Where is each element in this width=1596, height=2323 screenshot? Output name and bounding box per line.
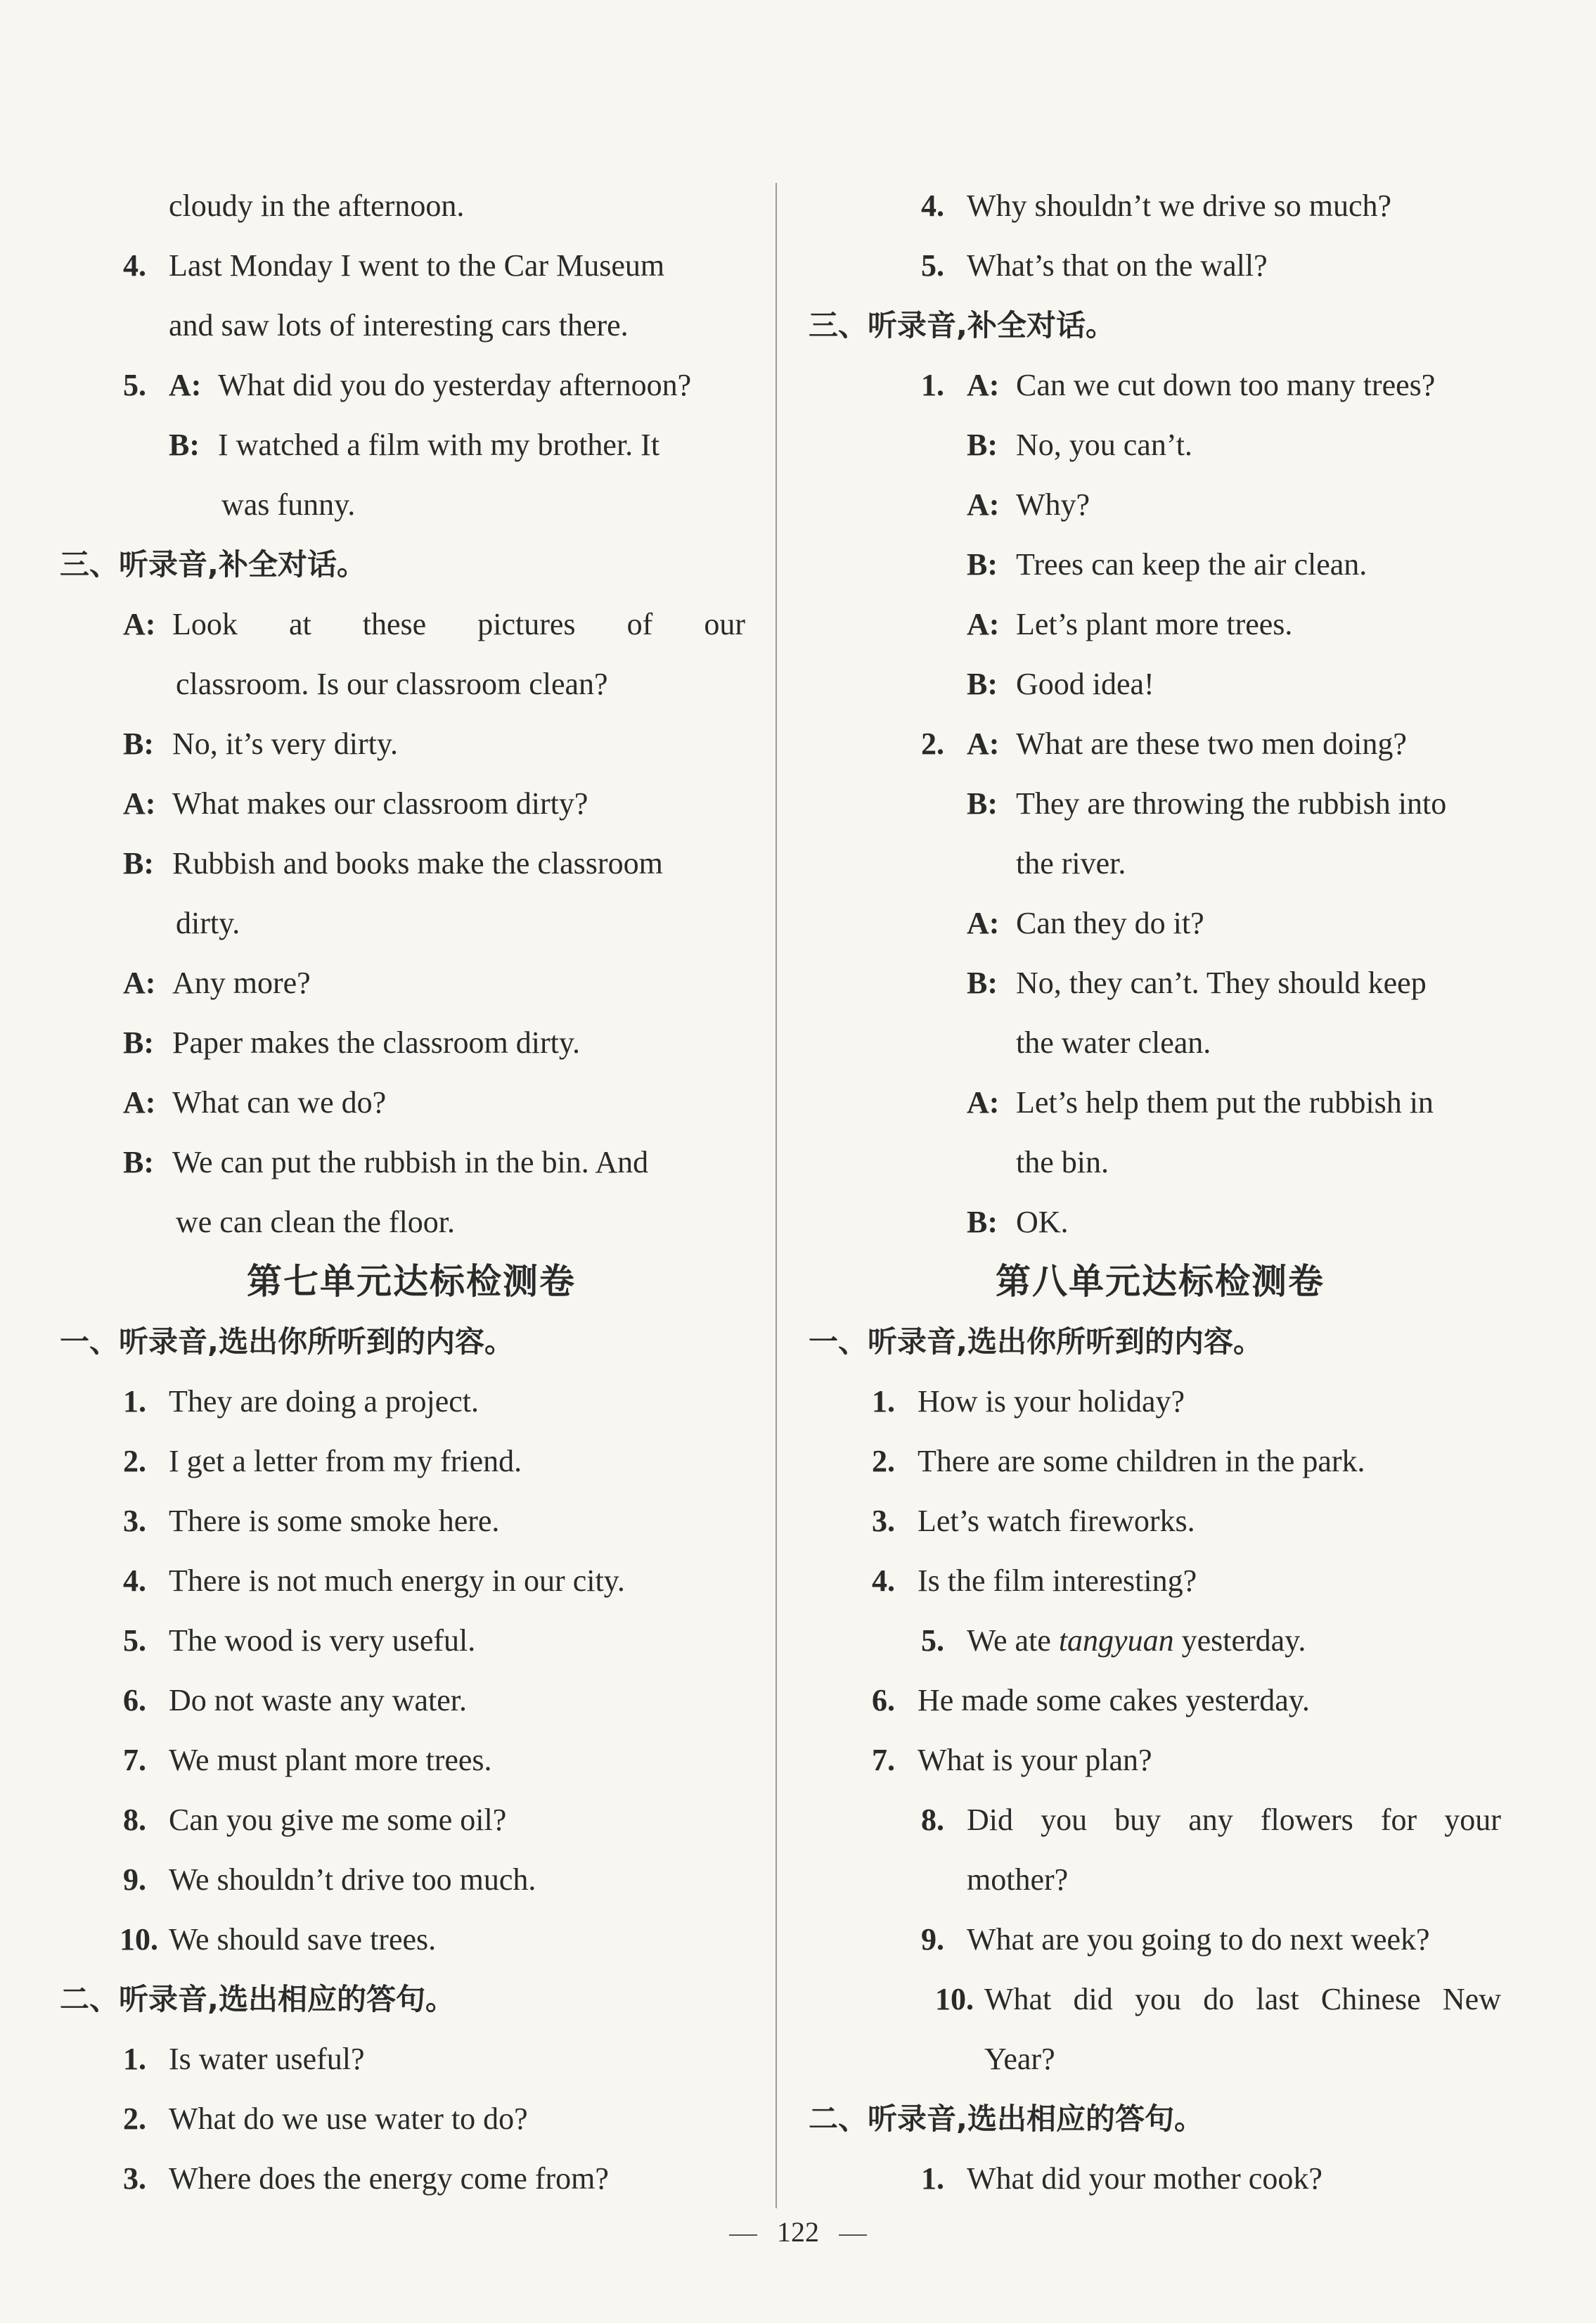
item-text: We should save trees.: [169, 1922, 437, 1957]
text-line: classroom. Is our classroom clean?: [176, 667, 608, 701]
list-item: [809, 1371, 1512, 1431]
speaker-label: B:: [967, 786, 998, 821]
left-column: [60, 176, 763, 2208]
word: at: [288, 607, 311, 641]
list-item: [60, 1611, 763, 1670]
unit-title: 第七单元达标检测卷: [247, 1261, 576, 1302]
list-item: [60, 1431, 763, 1491]
dialogue-text: Good idea!: [1016, 667, 1154, 701]
speaker-label: A:: [967, 727, 1000, 761]
word: you: [1135, 1982, 1182, 2016]
list-item: [809, 1491, 1512, 1551]
dialogue-line: [60, 953, 763, 1013]
item-number: 6.: [872, 1683, 895, 1717]
item-list: [60, 1371, 763, 1969]
list-item: [60, 2149, 763, 2208]
word: What: [984, 1982, 1052, 2016]
text-line: was funny.: [221, 487, 356, 522]
item-number: 1.: [123, 1384, 146, 1419]
item-text: We ate: [967, 1623, 1059, 1658]
dialogue-text: Can they do it?: [1016, 906, 1204, 940]
italic-word: tangyuan: [1058, 1623, 1174, 1658]
list-item: [809, 1730, 1512, 1790]
dialogue-line: [809, 475, 1512, 535]
item-text: What did you do yesterday afternoon?: [218, 368, 692, 402]
speaker-label: A:: [123, 1085, 156, 1120]
text-line: the river.: [1016, 846, 1126, 881]
item-number: 9.: [921, 1922, 944, 1957]
item-number: 3.: [123, 1504, 146, 1538]
dialogue-text: What are these two men doing?: [1016, 727, 1407, 761]
dialogue-line: [809, 953, 1512, 1013]
item-text: They are doing a project.: [169, 1384, 480, 1419]
text-line: cloudy in the afternoon.: [169, 188, 465, 223]
item-text: Is the film interesting?: [918, 1563, 1197, 1598]
speaker-label: A:: [169, 368, 202, 402]
list-item: [60, 1491, 763, 1551]
item-number: 1.: [872, 1384, 895, 1419]
dialogue-line: [60, 774, 763, 833]
word: you: [1041, 1803, 1088, 1837]
item-number: 8.: [123, 1803, 146, 1837]
dialogue-line: [809, 893, 1512, 953]
dialogue-line: [60, 714, 763, 774]
page-number: [0, 2215, 1596, 2248]
dash-decoration: [839, 2234, 867, 2236]
item-text: We must plant more trees.: [169, 1743, 492, 1777]
page-number-text: 122: [777, 2216, 819, 2248]
list-item: [60, 1730, 763, 1790]
list-item: [60, 1790, 763, 1850]
dialogue-line: [60, 1013, 763, 1073]
speaker-label: A:: [123, 966, 156, 1000]
dialogue-line: [60, 594, 763, 654]
dialogue-text: I watched a film with my brother. It: [218, 428, 660, 462]
list-item: [809, 236, 1512, 295]
right-column: [809, 176, 1512, 2208]
item-number: 3.: [123, 2161, 146, 2196]
list-item: [809, 1969, 1512, 2029]
word: did: [1073, 1982, 1113, 2016]
item-number: 5.: [123, 368, 146, 402]
dialogue-line: [60, 1132, 763, 1192]
section-heading: 一、听录音,选出你所听到的内容。: [60, 1324, 514, 1359]
list-item: [60, 2089, 763, 2149]
item-text: What is your plan?: [918, 1743, 1152, 1777]
list-item: [809, 1611, 1512, 1670]
item-text: yesterday.: [1173, 1623, 1306, 1658]
item-number: 10.: [935, 1982, 974, 2016]
list-item: [60, 2029, 763, 2089]
item-text: Do not waste any water.: [169, 1683, 467, 1717]
word: these: [362, 607, 427, 641]
dialogue-text: Rubbish and books make the classroom: [172, 846, 663, 881]
dialogue-line: [809, 714, 1512, 774]
item-number: 2.: [123, 2101, 146, 2136]
list-item: [60, 355, 763, 415]
speaker-label: A:: [967, 1085, 1000, 1120]
dialogue-text: We can put the rubbish in the bin. And: [172, 1145, 649, 1179]
item-text: There is not much energy in our city.: [169, 1563, 625, 1598]
item-number: 4.: [123, 1563, 146, 1598]
item-text: He made some cakes yesterday.: [918, 1683, 1310, 1717]
text-line: and saw lots of interesting cars there.: [169, 308, 629, 343]
speaker-label: B:: [967, 966, 998, 1000]
speaker-label: B:: [967, 428, 998, 462]
dialogue-text: Paper makes the classroom dirty.: [172, 1025, 580, 1060]
speaker-label: A:: [123, 786, 156, 821]
item-number: 2.: [921, 727, 944, 761]
dialogue-line: [809, 415, 1512, 475]
item-text: What’s that on the wall?: [967, 248, 1268, 283]
speaker-label: B:: [169, 428, 200, 462]
item-number: 4.: [123, 248, 146, 283]
list-item: [809, 1790, 1512, 1850]
list-item: [809, 176, 1512, 236]
item-number: 3.: [872, 1504, 895, 1538]
dialogue-line: [809, 654, 1512, 714]
item-text: What do we use water to do?: [169, 2101, 528, 2136]
speaker-label: B:: [967, 547, 998, 582]
section-heading: 二、听录音,选出相应的答句。: [60, 1982, 455, 2016]
item-number: 5.: [123, 1623, 146, 1658]
dialogue-text: Can we cut down too many trees?: [1016, 368, 1436, 402]
dialogue-line: [60, 415, 763, 475]
word: our: [704, 607, 745, 641]
dialogue-text: They are throwing the rubbish into: [1016, 786, 1447, 821]
list-item: [60, 1850, 763, 1909]
word: for: [1380, 1803, 1417, 1837]
section-heading: 三、听录音,补全对话。: [809, 308, 1115, 343]
dialogue-line: [809, 774, 1512, 833]
speaker-label: B:: [967, 1205, 998, 1239]
item-number: 5.: [921, 248, 944, 283]
text-line: the water clean.: [1016, 1025, 1211, 1060]
item-number: 9.: [123, 1862, 146, 1897]
item-text: Last Monday I went to the Car Museum: [169, 248, 665, 283]
item-number: 1.: [921, 368, 944, 402]
word: Chinese: [1320, 1982, 1421, 2016]
list-item: [60, 1909, 763, 1969]
speaker-label: B:: [123, 1145, 154, 1179]
item-text: The wood is very useful.: [169, 1623, 476, 1658]
item-text: There are some children in the park.: [918, 1444, 1365, 1478]
text-line: the bin.: [1016, 1145, 1109, 1179]
list-item: [60, 236, 763, 295]
item-number: 7.: [123, 1743, 146, 1777]
list-item: [809, 1909, 1512, 1969]
item-text: Where does the energy come from?: [169, 2161, 609, 2196]
dialogue-line: [809, 1073, 1512, 1132]
dialogue-text: Let’s help them put the rubbish in: [1016, 1085, 1434, 1120]
dialogue-text: Trees can keep the air clean.: [1016, 547, 1367, 582]
item-list: [60, 2029, 763, 2208]
word: New: [1442, 1982, 1501, 2016]
word: do: [1203, 1982, 1235, 2016]
word: Did: [967, 1803, 1013, 1837]
section-heading: 二、听录音,选出相应的答句。: [809, 2101, 1204, 2136]
item-number: 1.: [123, 2042, 146, 2076]
dialogue-text: What makes our classroom dirty?: [172, 786, 588, 821]
dialogue-text: No, you can’t.: [1016, 428, 1192, 462]
list-item: [809, 2149, 1512, 2208]
word: any: [1188, 1803, 1233, 1837]
speaker-label: B:: [123, 846, 154, 881]
item-number: 1.: [921, 2161, 944, 2196]
item-text: Is water useful?: [169, 2042, 365, 2076]
item-text: Can you give me some oil?: [169, 1803, 507, 1837]
speaker-label: B:: [123, 1025, 154, 1060]
justified-text: [984, 1969, 1501, 2029]
word: last: [1256, 1982, 1299, 2016]
dialogue-text: What can we do?: [172, 1085, 387, 1120]
list-item: [60, 1371, 763, 1431]
dialogue-line: [809, 1192, 1512, 1252]
word: flowers: [1260, 1803, 1353, 1837]
word: Look: [172, 607, 238, 641]
dialogue-text: No, it’s very dirty.: [172, 727, 398, 761]
speaker-label: A:: [967, 487, 1000, 522]
item-list: [809, 1670, 1512, 1790]
list-item: [60, 1670, 763, 1730]
dash-decoration: [729, 2234, 757, 2236]
word: of: [626, 607, 653, 641]
list-item: [809, 1670, 1512, 1730]
item-text: What are you going to do next week?: [967, 1922, 1430, 1957]
speaker-label: A:: [967, 368, 1000, 402]
speaker-label: A:: [967, 906, 1000, 940]
item-number: 7.: [872, 1743, 895, 1777]
item-text: How is your holiday?: [918, 1384, 1185, 1419]
section-heading: 三、听录音,补全对话。: [60, 547, 366, 582]
column-divider: [776, 183, 777, 2208]
speaker-label: B:: [967, 667, 998, 701]
item-number: 4.: [921, 188, 944, 223]
item-number: 10.: [120, 1922, 158, 1957]
speaker-label: A:: [967, 607, 1000, 641]
item-text: Why shouldn’t we drive so much?: [967, 188, 1392, 223]
dialogue-line: [809, 355, 1512, 415]
dialogue-line: [60, 1073, 763, 1132]
unit-title: 第八单元达标检测卷: [996, 1261, 1325, 1302]
list-item: [60, 1551, 763, 1611]
text-line: mother?: [967, 1862, 1069, 1897]
item-number: 5.: [921, 1623, 944, 1658]
item-number: 2.: [872, 1444, 895, 1478]
speaker-label: B:: [123, 727, 154, 761]
word: your: [1444, 1803, 1501, 1837]
dialogue-line: [809, 594, 1512, 654]
item-text: We shouldn’t drive too much.: [169, 1862, 536, 1897]
item-number: 6.: [123, 1683, 146, 1717]
list-item: [809, 1551, 1512, 1611]
item-number: 8.: [921, 1803, 944, 1837]
dialogue-text: Any more?: [172, 966, 311, 1000]
speaker-label: A:: [123, 607, 156, 641]
item-text: Let’s watch fireworks.: [918, 1504, 1195, 1538]
item-text: I get a letter from my friend.: [169, 1444, 522, 1478]
word: buy: [1114, 1803, 1161, 1837]
dialogue-line: [809, 535, 1512, 594]
dialogue-text: Why?: [1016, 487, 1090, 522]
justified-text: [967, 1790, 1501, 1850]
item-text: There is some smoke here.: [169, 1504, 500, 1538]
item-number: 4.: [872, 1563, 895, 1598]
item-text: What did your mother cook?: [967, 2161, 1323, 2196]
list-item: [809, 1431, 1512, 1491]
section-heading: 一、听录音,选出你所听到的内容。: [809, 1324, 1263, 1359]
word: pictures: [477, 607, 576, 641]
item-list: [809, 1371, 1512, 1611]
text-line: we can clean the floor.: [176, 1205, 456, 1239]
dialogue-text: Let’s plant more trees.: [1016, 607, 1293, 641]
dialogue-text: OK.: [1016, 1205, 1069, 1239]
dialogue-line: [60, 833, 763, 893]
text-line: dirty.: [176, 906, 240, 940]
text-line: Year?: [984, 2042, 1055, 2076]
item-number: 2.: [123, 1444, 146, 1478]
dialogue-text: No, they can’t. They should keep: [1016, 966, 1427, 1000]
justified-text: [172, 594, 745, 654]
